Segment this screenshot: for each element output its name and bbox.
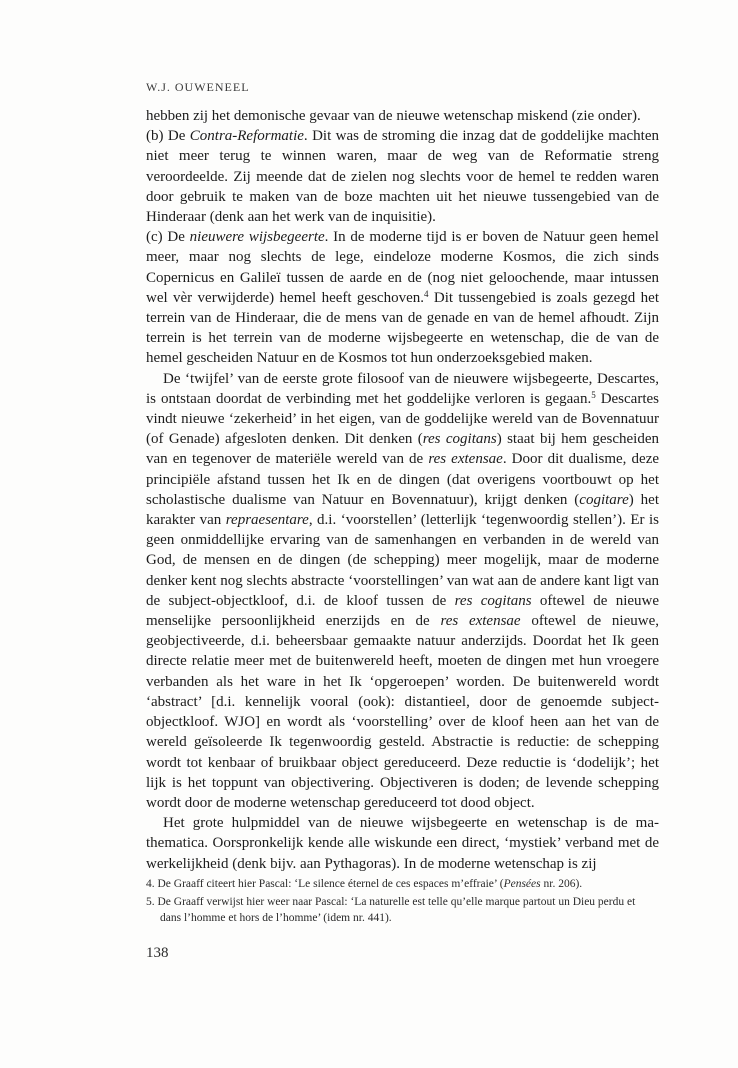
paragraph-1: hebben zij het demonische gevaar van de nieuwe wetenschap miskend (zie onder). [146, 108, 641, 124]
paragraph-nieuwere-wijsbegeerte: (c) De nieuwere wijsbegeerte. In de moderne tijd is er boven de Natuur geen hemel meer, maar nog slechts de lege, eindeloze moderne Kosmos, die zich sinds Copernicus en Galileï tussen de aarde en de (nog niet geloochende, maar intussen wel vèr verwijderde) hemel heeft geschoven.$^4$ Dit tussengebied is zoals gezegd het terrein van de Hinderaar, die de mens van de genade en van de hemel afhoudt. Zijn terrein is het terrein van de moderne wijsbegeerte en wetenschap, die de van de hemel gescheiden Natuur en de Kosmos tot hun onderzoeksgebied maken. [146, 229, 659, 367]
footnotes [146, 876, 659, 928]
footnote-5: 5. De Graaff verwijst hier weer naar Pascal: ‘La naturelle est telle qu’elle marque partout un Dieu perdu et dans l’homme et hors de l’homme’ (idem nr. 441). [146, 896, 636, 924]
running-head: W.J. OUWENEEL [146, 80, 250, 94]
paragraph-descartes: De ‘twijfel’ van de eerste grote filosoof van de nieuwere wijsbegeerte, Descartes, is ontstaan doordat de verbinding met het goddelijke verloren is gegaan.$^5$ Descartes vindt nieuwe ‘zekerheid’ in het eigen, van de goddelijke wereld van de Bovennatuur (of Genade) afgesloten denken. Dit denken (res cogitans) staat bij hem gescheiden van en tegenover de materiële wereld van de res extensae. Door dit dualisme, deze principiële afstand tussen het Ik en de dingen (dat overigens voortbouwt op het scholastische dualisme van Natuur en Bovennatuur), krijgt denken (cogitare) het karakter van repraesentare, d.i. ‘voorstellen’ (letterlijk ‘tegenwoordig stellen’). Er is geen onmiddellijke ervaring van de samenhangen en verbanden in de wereld van God, de mensen en de dingen (de schepping) meer mogelijk, maar de moderne denker kent nog slechts abstracte ‘voorstellingen’ van wat aan de andere kant ligt van de subject-objectkloof, d.i. de kloof tussen de res cogitans oftewel de nieuwe menselijke persoonlijkheid enerzijds en de res extensae oftewel de nieuwe, geobjectiveerde, d.i. beheersbaar gemaakte natuur anderzijds. Doordat het Ik geen directe relatie meer met de buitenwereld heeft, moeten de dingen met hun vroegere verbanden als het ware in het Ik ‘opgeroepen’ worden. De buitenwereld wordt ‘abstract’ [d.i. kennelijk vooral (ook): distantieel, door de genoemde subject-objectkloof. WJO] en wordt als ‘voorstelling’ over de kloof heen aan het van de wereld geïsoleerde Ik tegenwoordig gesteld. Abstractie is reductie: de schepping wordt tot kenbaar of bruikbaar object gereduceerd. Deze reductie is ‘dodelijk’; het lijk is het toppunt van objectivering. Objectiveren is doden; de levende schepping wordt door de moderne wetenschap gereduceerd tot dood object. [146, 370, 660, 811]
footnote-4: 4. De Graaff citeert hier Pascal: ‘Le silence éternel de ces espaces m’effraie’ (Pensées nr. 206). [146, 878, 583, 890]
paragraph-mathematica: Het grote hulpmiddel van de nieuwe wijsbegeerte en wetenschap is de mathematica. Oorspronkelijk kende alle wiskunde een direct, ‘mystiek’ verband met de werkelijkheid (denk bijv. aan Pythagoras). In de moderne wetenschap is zij [146, 815, 659, 872]
paragraph-contra-reformatie: (b) De Contra-Reformatie. Dit was de stroming die inzag dat de goddelijke machten niet meer terug te winnen waren, maar de weg van de Reformatie streng veroordeelde. Zij meende dat de zielen nog slechts voor de hemel te redden waren door gebruik te maken van de boze machten uit het nieuwe tussengebied van de Hinderaar (denk aan het werk van de inquisitie). [146, 128, 659, 226]
term-nieuwere-wijsbegeerte: nieuwere wijsbegeerte [189, 229, 325, 246]
body-text [146, 106, 659, 874]
page-number: 138 [146, 945, 169, 961]
footnote-ref-5[interactable]: 5 [591, 389, 596, 400]
footnote-ref-4[interactable]: 4 [423, 288, 429, 299]
term-contra-reformatie: Contra-Reformatie [189, 128, 304, 145]
